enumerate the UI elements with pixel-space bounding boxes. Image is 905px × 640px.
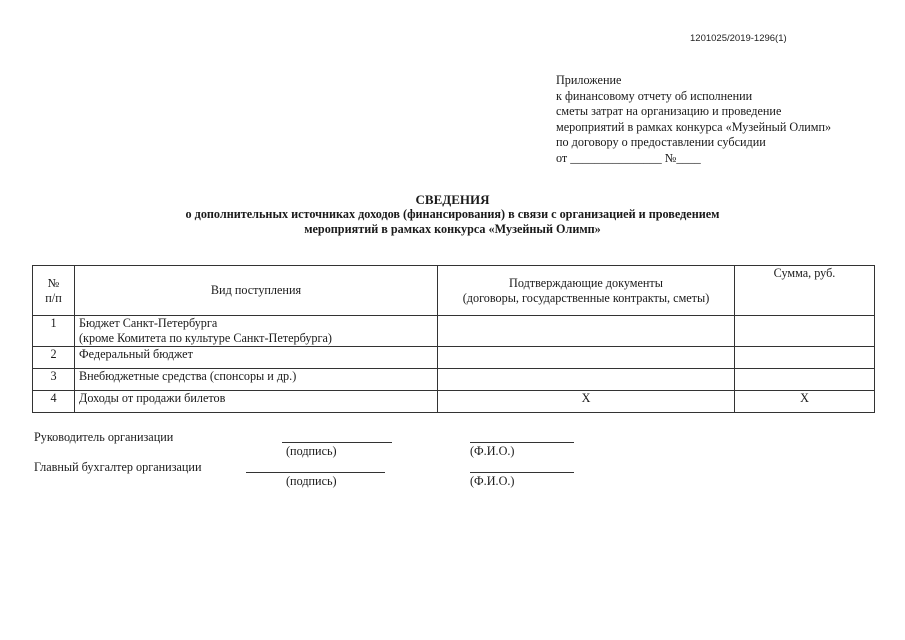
header-num-abbr: п/п [45,290,62,305]
table-row [33,391,875,413]
table-row [33,347,875,369]
accountant-name-line [470,472,574,473]
row-sum: X [735,391,875,413]
table-header-row [33,266,875,316]
row-kind-line: (кроме Комитета по культуре Санкт-Петербурга) [79,331,332,345]
row-sum [735,369,875,391]
row-num: 1 [33,316,75,347]
row-docs [438,347,735,369]
row-sum [735,347,875,369]
appendix-line: сметы затрат на организацию и проведение [556,104,782,119]
income-sources-table [32,265,875,413]
header-num-symbol: № [47,275,60,290]
header-num [33,266,75,316]
header-sum: Сумма, руб. [735,266,875,316]
row-kind: Федеральный бюджет [75,347,438,369]
head-name-hint: (Ф.И.О.) [470,444,515,458]
row-kind: Внебюджетные средства (спонсоры и др.) [75,369,438,391]
header-docs [438,266,735,316]
head-name-line [470,442,574,443]
header-docs-note: (договоры, государственные контракты, сметы) [462,290,710,305]
accountant-signature-line [246,472,385,473]
row-num: 2 [33,347,75,369]
header-kind: Вид поступления [75,266,438,316]
head-signature-hint: (подпись) [286,444,337,458]
appendix-block [556,73,831,167]
heading-subtitle-line2: мероприятий в рамках конкурса «Музейный Олимп» [304,222,601,236]
head-signature-label: Руководитель организации [34,430,174,444]
row-num: 3 [33,369,75,391]
row-kind [75,316,438,347]
appendix-line: мероприятий в рамках конкурса «Музейный Олимп» [556,119,832,134]
appendix-line: по договору о предоставлении субсидии [556,135,766,150]
row-kind: Доходы от продажи билетов [75,391,438,413]
row-num: 4 [33,391,75,413]
row-kind-line: Бюджет Санкт-Петербурга [79,316,218,330]
row-sum [735,316,875,347]
header-docs-title: Подтверждающие документы [509,275,663,290]
accountant-signature-hint: (подпись) [286,474,337,488]
appendix-line: Приложение [556,73,622,87]
head-signature-line [282,442,392,443]
accountant-name-hint: (Ф.И.О.) [470,474,515,488]
row-docs [438,369,735,391]
table-row [33,316,875,347]
heading-title: СВЕДЕНИЯ [415,192,490,207]
appendix-line: к финансовому отчету об исполнении [556,88,753,103]
accountant-signature-label: Главный бухгалтер организации [34,460,202,474]
document-number: 1201025/2019-1296(1) [690,33,787,44]
table-row [33,369,875,391]
document-heading [0,192,905,237]
appendix-line: от _______________ №____ [556,150,701,165]
row-docs [438,316,735,347]
row-docs: X [438,391,735,413]
heading-subtitle-line1: о дополнительных источниках доходов (финансирования) в связи с организацией и проведением [185,207,720,221]
